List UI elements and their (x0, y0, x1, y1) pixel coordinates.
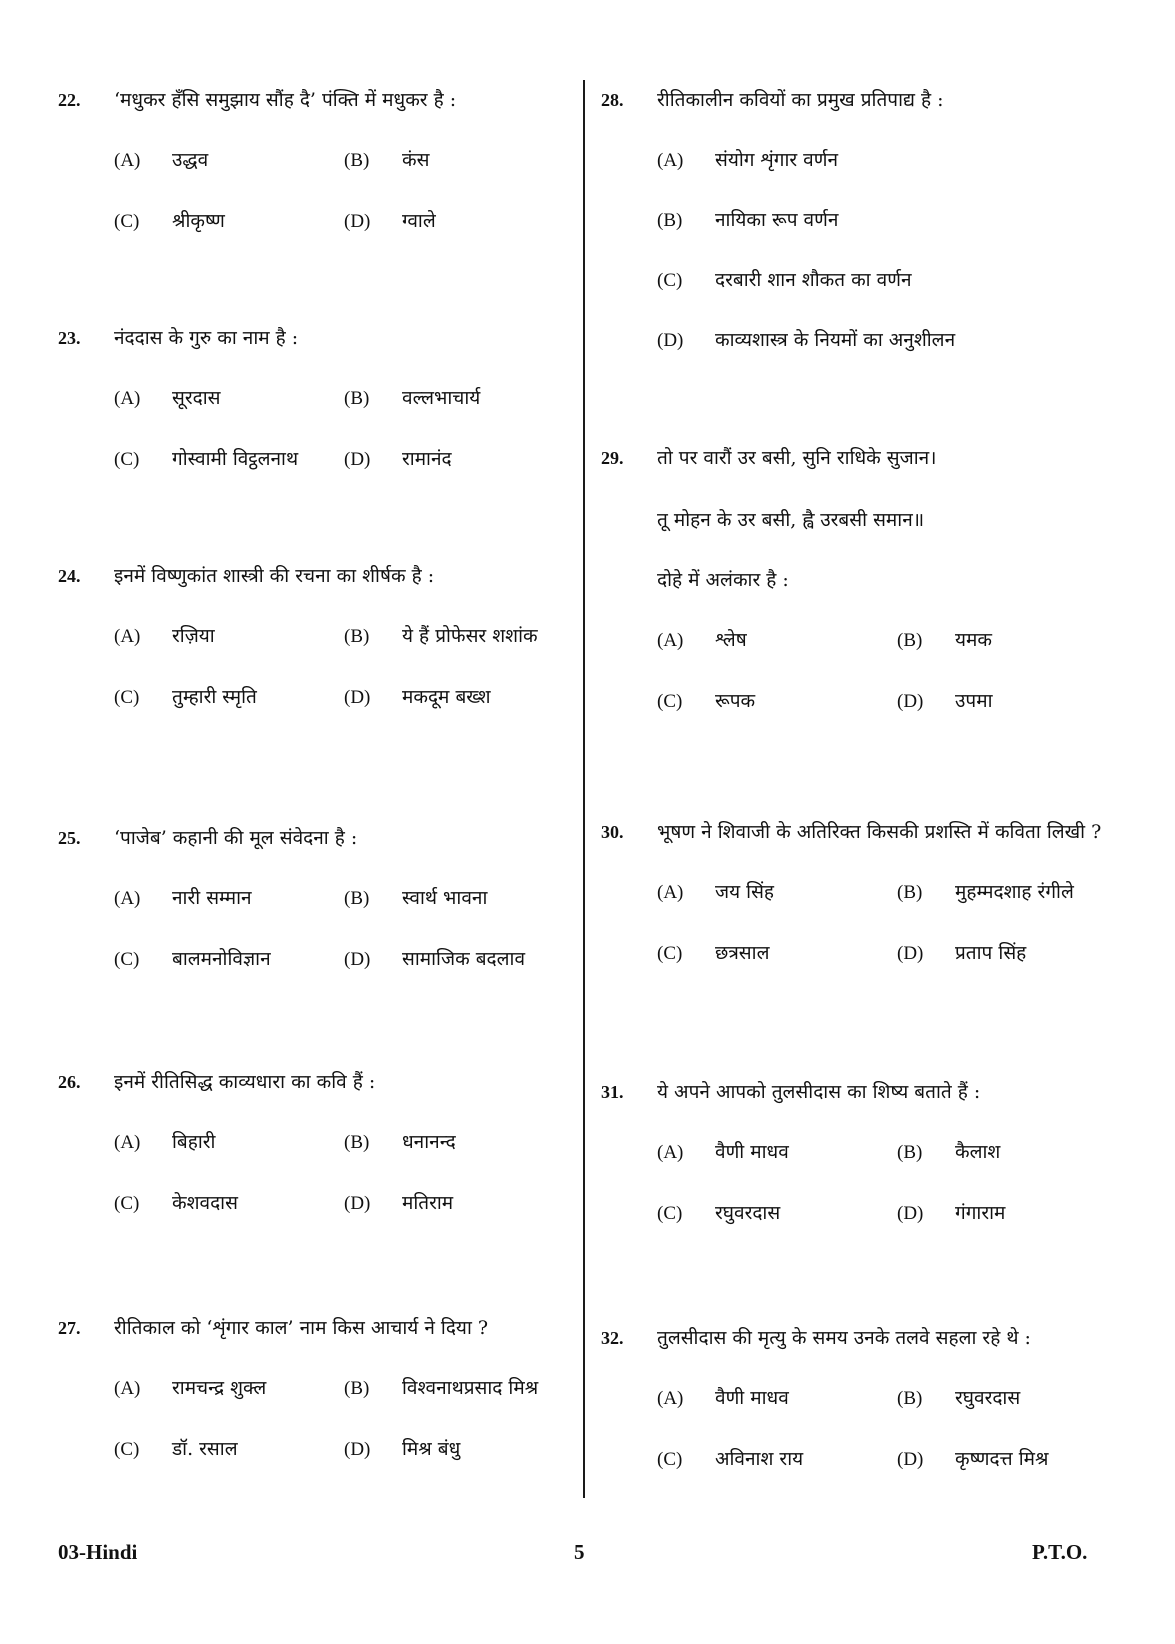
option-a[interactable]: (A) रज़िया (114, 625, 215, 647)
option-b[interactable]: (B) ये हैं प्रोफेसर शशांक (344, 625, 538, 647)
option-c[interactable]: (C) श्रीकृष्ण (114, 210, 225, 232)
question-text: भूषण ने शिवाजी के अतिरिक्त किसकी प्रशस्ति में कविता लिखी ? (657, 821, 1102, 843)
option-d[interactable]: (D) प्रताप सिंह (897, 942, 1027, 964)
option-b[interactable]: (B) कंस (344, 149, 430, 171)
option-a[interactable]: (A) जय सिंह (657, 881, 775, 903)
option-c[interactable]: (C) केशवदास (114, 1192, 238, 1214)
question-24 (58, 560, 568, 711)
verse-line-2: तू मोहन के उर बसी, ह्वै उरबसी समान॥ (657, 509, 925, 531)
option-d[interactable]: (D) काव्यशास्त्र के नियमों का अनुशीलन (657, 329, 956, 351)
option-a[interactable]: (A) बिहारी (114, 1131, 216, 1153)
option-c[interactable]: (C) गोस्वामी विट्ठलनाथ (114, 448, 299, 470)
option-d[interactable]: (D) मतिराम (344, 1192, 454, 1214)
option-b[interactable]: (B) मुहम्मदशाह रंगीले (897, 881, 1074, 903)
question-number: 29. (601, 448, 624, 468)
page-number: 5 (574, 1540, 585, 1564)
option-d[interactable]: (D) कृष्णदत्त मिश्र (897, 1448, 1049, 1470)
option-d[interactable]: (D) उपमा (897, 690, 993, 712)
option-b[interactable]: (B) विश्वनाथप्रसाद मिश्र (344, 1377, 539, 1399)
question-text: ‘पाजेब’ कहानी की मूल संवेदना है : (114, 827, 358, 849)
question-text: रीतिकालीन कवियों का प्रमुख प्रतिपाद्य है : (657, 89, 944, 111)
option-a[interactable]: (A) वैणी माधव (657, 1141, 789, 1163)
option-b[interactable]: (B) वल्लभाचार्य (344, 387, 481, 409)
question-31 (601, 1076, 1121, 1227)
option-c[interactable]: (C) रूपक (657, 690, 756, 712)
option-a[interactable]: (A) संयोग शृंगार वर्णन (657, 149, 839, 171)
option-c[interactable]: (C) दरबारी शान शौकत का वर्णन (657, 269, 912, 291)
question-number: 25. (58, 828, 81, 848)
option-d[interactable]: (D) गंगाराम (897, 1202, 1006, 1224)
question-28 (601, 84, 1121, 354)
question-23 (58, 322, 568, 473)
question-number: 26. (58, 1072, 81, 1092)
question-text: रीतिकाल को ‘शृंगार काल’ नाम किस आचार्य ने दिया ? (114, 1317, 489, 1339)
question-prompt: दोहे में अलंकार है : (657, 569, 789, 591)
option-b[interactable]: (B) धनानन्द (344, 1131, 456, 1153)
pto-marker: P.T.O. (1032, 1540, 1088, 1564)
paper-code: 03-Hindi (58, 1540, 138, 1564)
option-d[interactable]: (D) सामाजिक बदलाव (344, 948, 526, 970)
question-number: 28. (601, 90, 624, 110)
question-number: 22. (58, 90, 81, 110)
option-a[interactable]: (A) सूरदास (114, 387, 221, 409)
question-number: 27. (58, 1318, 81, 1338)
option-a[interactable]: (A) वैणी माधव (657, 1387, 789, 1409)
option-c[interactable]: (C) अविनाश राय (657, 1448, 804, 1470)
question-text: ये अपने आपको तुलसीदास का शिष्य बताते हैं : (657, 1081, 981, 1103)
question-number: 30. (601, 822, 624, 842)
question-number: 23. (58, 328, 81, 348)
option-b[interactable]: (B) कैलाश (897, 1141, 1001, 1163)
option-c[interactable]: (C) रघुवरदास (657, 1202, 781, 1224)
option-a[interactable]: (A) नारी सम्मान (114, 887, 252, 909)
option-b[interactable]: (B) यमक (897, 629, 992, 651)
option-c[interactable]: (C) बालमनोविज्ञान (114, 948, 271, 970)
question-30 (601, 816, 1121, 967)
option-b[interactable]: (B) नायिका रूप वर्णन (657, 209, 839, 231)
question-29 (601, 442, 1121, 715)
option-a[interactable]: (A) श्लेष (657, 629, 747, 651)
question-22 (58, 84, 568, 235)
question-text: इनमें विष्णुकांत शास्त्री की रचना का शीर्षक है : (114, 565, 435, 587)
option-c[interactable]: (C) डॉ. रसाल (114, 1438, 238, 1460)
option-d[interactable]: (D) मिश्र बंधु (344, 1438, 461, 1460)
option-d[interactable]: (D) रामानंद (344, 448, 452, 470)
question-text: नंददास के गुरु का नाम है : (114, 327, 299, 349)
question-number: 31. (601, 1082, 624, 1102)
option-c[interactable]: (C) तुम्हारी स्मृति (114, 686, 257, 708)
option-b[interactable]: (B) रघुवरदास (897, 1387, 1021, 1409)
question-26 (58, 1066, 568, 1217)
option-a[interactable]: (A) रामचन्द्र शुक्ल (114, 1377, 267, 1399)
question-text: तुलसीदास की मृत्यु के समय उनके तलवे सहला रहे थे : (657, 1327, 1031, 1349)
question-32 (601, 1322, 1121, 1473)
question-text: तो पर वारौं उर बसी, सुनि राधिके सुजान। (657, 447, 937, 469)
option-d[interactable]: (D) मकदूम बख्श (344, 686, 491, 708)
column-divider (583, 80, 585, 1498)
option-d[interactable]: (D) ग्वाले (344, 210, 436, 232)
option-a[interactable]: (A) उद्धव (114, 149, 209, 171)
question-27 (58, 1312, 568, 1463)
question-number: 24. (58, 566, 81, 586)
question-text: इनमें रीतिसिद्ध काव्यधारा का कवि हैं : (114, 1071, 376, 1093)
question-number: 32. (601, 1328, 624, 1348)
option-c[interactable]: (C) छत्रसाल (657, 942, 770, 964)
question-25 (58, 822, 568, 973)
question-text: ‘मधुकर हँसि समुझाय सौंह दै’ पंक्ति में मधुकर है : (114, 89, 457, 111)
option-b[interactable]: (B) स्वार्थ भावना (344, 887, 488, 909)
